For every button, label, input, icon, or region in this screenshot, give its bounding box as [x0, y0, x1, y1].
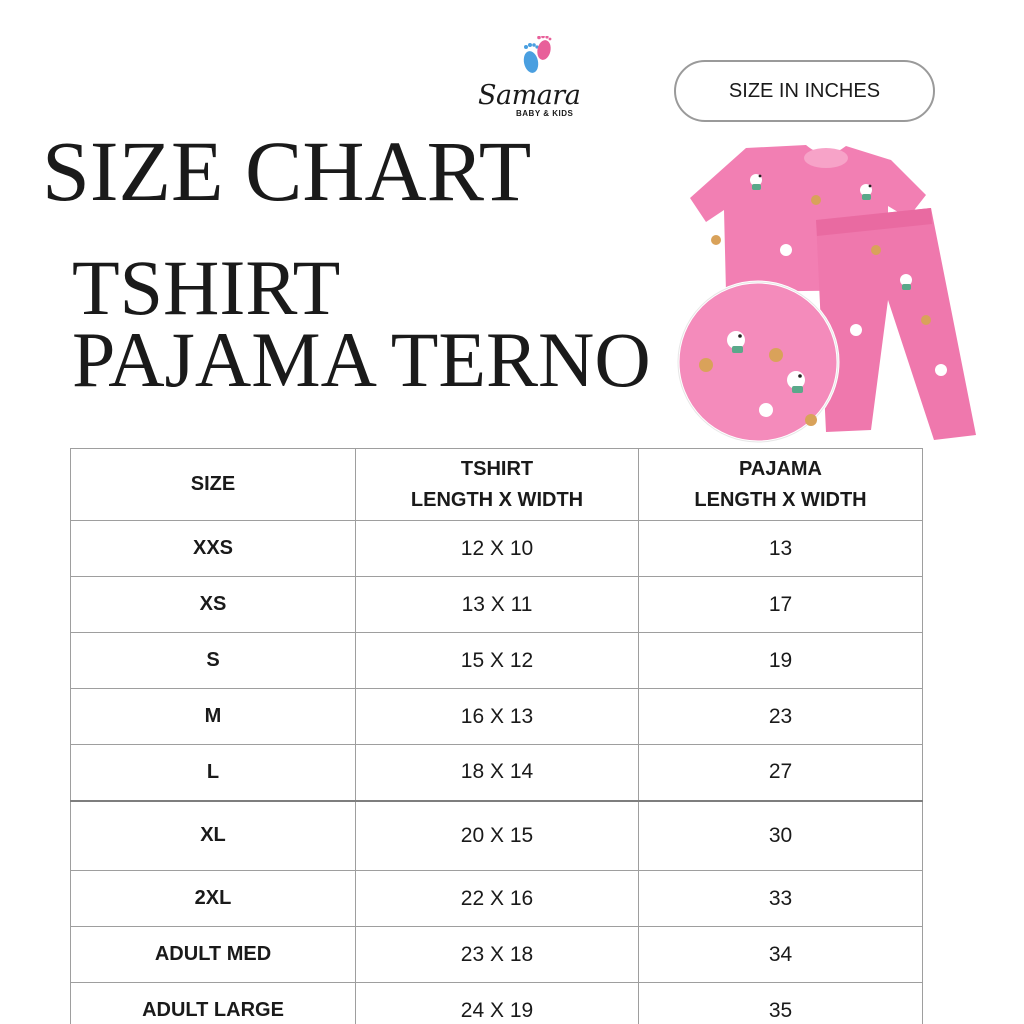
unit-badge	[674, 60, 935, 122]
size-cell: ADULT LARGE	[71, 983, 356, 1024]
table-row	[71, 633, 923, 689]
brand-tagline: BABY & KIDS	[516, 109, 574, 118]
pajama-cell: 34	[639, 927, 923, 983]
subtitle-line-1: TSHIRT	[72, 244, 341, 331]
pajama-cell: 13	[639, 521, 923, 577]
pajama-column-header: PAJAMA LENGTH X WIDTH	[639, 449, 923, 521]
pajama-cell: 33	[639, 871, 923, 927]
table-row	[71, 871, 923, 927]
product-photo	[676, 140, 982, 445]
brand-name: Samara	[478, 80, 581, 111]
table-row	[71, 521, 923, 577]
table-row	[71, 577, 923, 633]
size-chart-table	[70, 448, 923, 1024]
pink-pajama-set-icon	[676, 140, 982, 445]
pajama-cell: 35	[639, 983, 923, 1024]
tshirt-cell: 22 X 16	[356, 871, 639, 927]
tshirt-column-header: TSHIRT LENGTH X WIDTH	[356, 449, 639, 521]
tshirt-cell: 18 X 14	[356, 745, 639, 801]
table-row	[71, 745, 923, 801]
tshirt-cell: 24 X 19	[356, 983, 639, 1024]
size-cell: S	[71, 633, 356, 689]
pajama-cell: 23	[639, 689, 923, 745]
tshirt-cell: 15 X 12	[356, 633, 639, 689]
size-cell: XS	[71, 577, 356, 633]
product-subtitle	[72, 244, 651, 403]
size-cell: XXS	[71, 521, 356, 577]
pajama-cell: 27	[639, 745, 923, 801]
tshirt-cell: 16 X 13	[356, 689, 639, 745]
size-cell: L	[71, 745, 356, 801]
size-cell: ADULT MED	[71, 927, 356, 983]
pajama-cell: 19	[639, 633, 923, 689]
subtitle-line-2: PAJAMA TERNO	[72, 316, 651, 403]
brand-logo	[476, 36, 586, 116]
size-cell: 2XL	[71, 871, 356, 927]
table-row	[71, 983, 923, 1024]
tshirt-cell: 23 X 18	[356, 927, 639, 983]
table-row	[71, 927, 923, 983]
tshirt-cell: 12 X 10	[356, 521, 639, 577]
page-title: SIZE CHART	[42, 123, 532, 219]
tshirt-cell: 20 X 15	[356, 801, 639, 871]
table-row	[71, 801, 923, 871]
table-header-row	[71, 449, 923, 521]
table-row	[71, 689, 923, 745]
unit-badge-label: SIZE IN INCHES	[728, 79, 881, 102]
size-cell: XL	[71, 801, 356, 871]
size-cell: M	[71, 689, 356, 745]
tshirt-cell: 13 X 11	[356, 577, 639, 633]
pajama-cell: 30	[639, 801, 923, 871]
pajama-cell: 17	[639, 577, 923, 633]
size-column-header: SIZE	[71, 449, 356, 521]
